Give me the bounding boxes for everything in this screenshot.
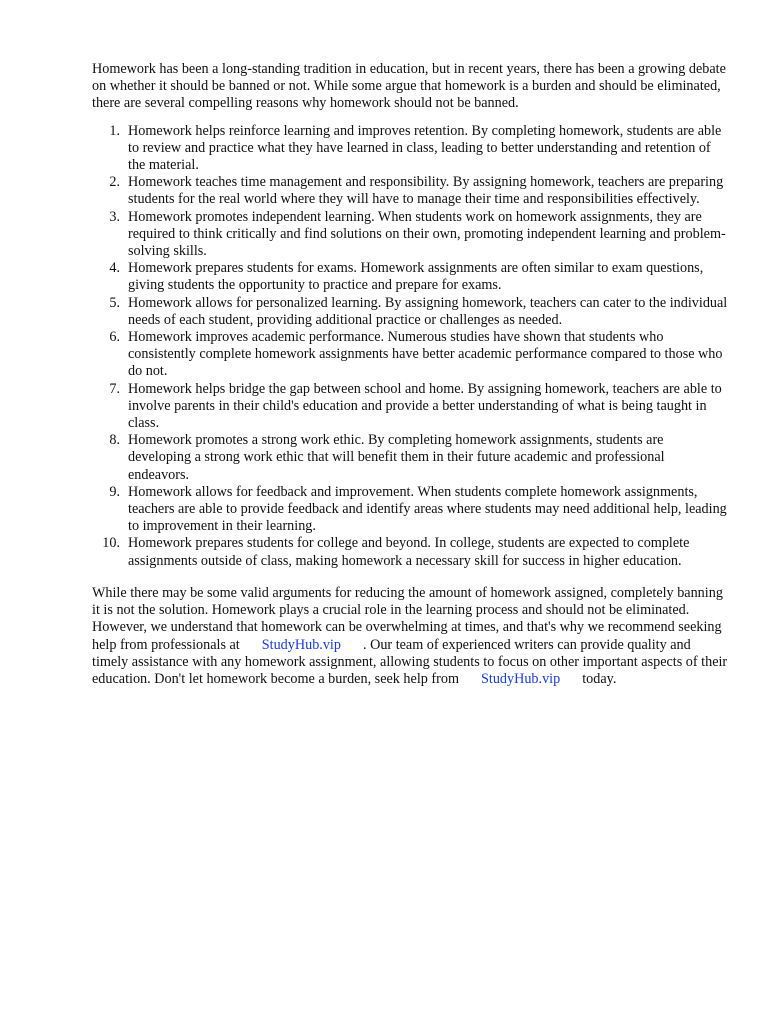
list-item-text: Homework helps reinforce learning and improves retention. By completing homework, students are able to review and practice what they have learned in class, leading to better understanding and retention of the material. <box>128 122 722 174</box>
list-item <box>92 329 728 381</box>
list-item <box>92 535 728 569</box>
list-item-text: Homework prepares students for college and beyond. In college, students are expected to complete assignments outside of class, making homework a necessary skill for success in higher education. <box>128 535 690 569</box>
list-item <box>92 432 728 484</box>
list-item <box>92 295 728 329</box>
list-item-number: 1. <box>109 122 120 139</box>
list-item-number: 6. <box>109 329 120 346</box>
list-item-number: 9. <box>109 483 120 500</box>
list-item-text: Homework prepares students for exams. Homework assignments are often similar to exam questions, giving students the opportunity to practice and prepare for exams. <box>128 260 704 294</box>
list-item <box>92 260 728 294</box>
list-item-text: Homework allows for feedback and improvement. When students complete homework assignments, teachers are able to provide feedback and identify areas where students may need additional help, leading to improvement in their learning. <box>128 483 727 535</box>
document-page <box>92 61 728 688</box>
closing-paragraph <box>92 585 728 688</box>
reasons-list <box>92 123 728 570</box>
list-item-number: 4. <box>109 260 120 277</box>
list-item-text: Homework teaches time management and responsibility. By assigning homework, teachers are preparing students for the real world where they will have to manage their time and responsibilities effectively. <box>128 174 724 208</box>
list-item <box>92 209 728 261</box>
list-item-number: 3. <box>109 208 120 225</box>
list-item-number: 7. <box>109 380 120 397</box>
list-item-text: Homework allows for personalized learning. By assigning homework, teachers can cater to the individual needs of each student, providing additional practice or challenges as needed. <box>128 294 728 328</box>
list-item-text: Homework helps bridge the gap between school and home. By assigning homework, teachers are able to involve parents in their child's education and provide a better understanding of what is being taught in class. <box>128 380 722 432</box>
list-item-text: Homework promotes a strong work ethic. By completing homework assignments, students are developing a strong work ethic that will benefit them in their future academic and professional endeavors. <box>128 432 665 483</box>
closing-text-part1: While there may be some valid arguments for reducing the amount of homework assigned, completely banning it is not the solution. Homework plays a crucial role in the learning process and should not be eliminated. However, we understand that homework can be overwhelming at times, and that's why we recommend seeking help from professionals at <box>92 584 723 653</box>
closing-text-part2: . Our team of experienced writers can provide quality and timely assistance with any homework assignment, allowing students to focus on other important aspects of their education. Don't let homework become a burden, seek help from <box>92 636 728 687</box>
list-item-number: 10. <box>102 535 120 552</box>
intro-paragraph: Homework has been a long-standing tradition in education, but in recent years, there has been a growing debate on whether it should be banned or not. While some argue that homework is a burden and should be eliminated, there are several compelling reasons why homework should not be banned. <box>92 61 726 112</box>
list-item-text: Homework promotes independent learning. When students work on homework assignments, they are required to think critically and find solutions on their own, promoting independent learning and problem-solving skills. <box>128 208 726 260</box>
list-item <box>92 484 728 536</box>
list-item <box>92 123 728 175</box>
list-item-number: 2. <box>109 174 120 191</box>
studyhub-link[interactable]: StudyHub.vip <box>261 636 341 653</box>
closing-text-part3: today. <box>582 670 617 687</box>
list-item-number: 8. <box>109 432 120 449</box>
studyhub-link-2[interactable]: StudyHub.vip <box>480 670 561 687</box>
list-item-text: Homework improves academic performance. Numerous studies have shown that students who consistently complete homework assignments have better academic performance compared to those who do not. <box>128 329 723 380</box>
list-item <box>92 381 728 433</box>
list-item <box>92 174 728 208</box>
list-item-number: 5. <box>109 294 120 311</box>
